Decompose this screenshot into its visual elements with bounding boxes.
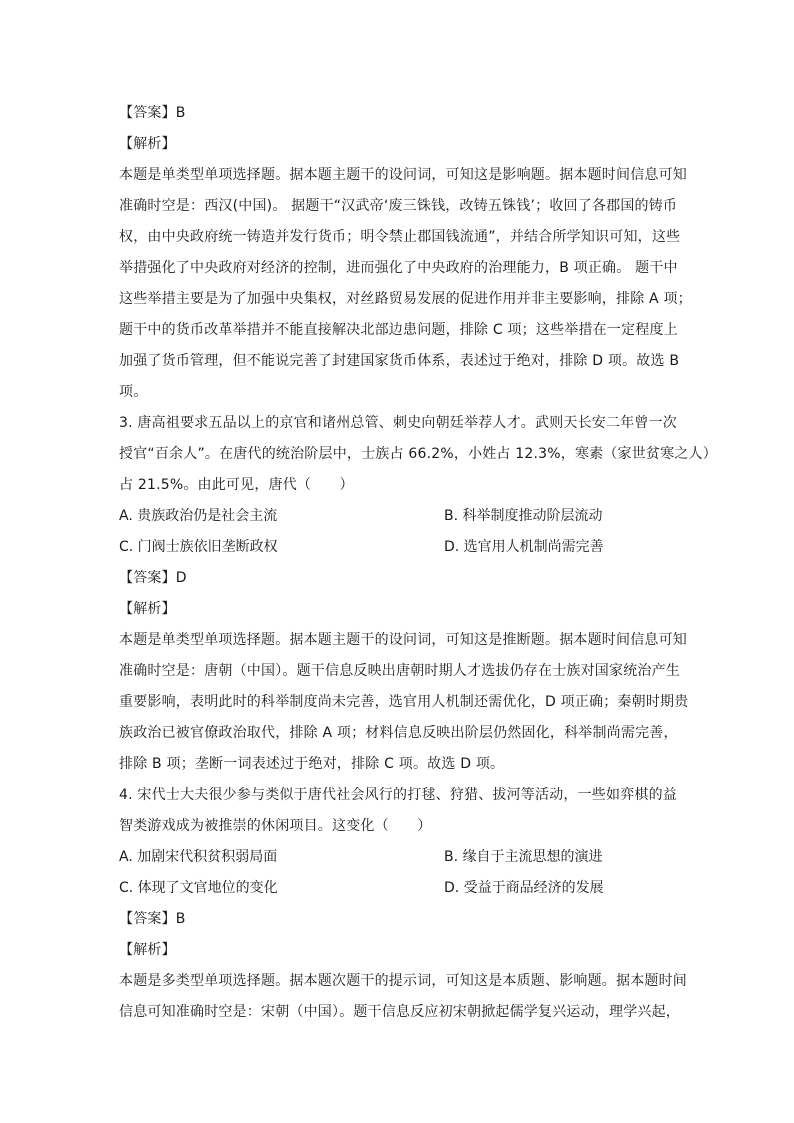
analysis-line: 本题是多类型单项选择题。据本题次题干的提示词，可知这是本质题、影响题。据本题时间 bbox=[119, 973, 687, 989]
question-4-stem: 智类游戏成为被推崇的休闲项目。这变化（ ） bbox=[119, 818, 432, 834]
analysis-label: 【解析】 bbox=[119, 136, 176, 152]
option-a: A. 加剧宋代积贫积弱局面 bbox=[119, 849, 278, 865]
option-b: B. 科举制度推动阶层流动 bbox=[444, 508, 603, 524]
analysis-line: 加强了货币管理，但不能说完善了封建国家货币体系，表述过于绝对，排除 D 项。故选 B bbox=[119, 353, 680, 369]
analysis-line: 举措强化了中央政府对经济的控制，进而强化了中央政府的治理能力，B 项正确。 题干中 bbox=[119, 260, 678, 276]
question-3-options-row-1 bbox=[119, 501, 679, 532]
option-c: C. 门阀士族依旧垄断政权 bbox=[119, 539, 278, 555]
option-b: B. 缘自于主流思想的演进 bbox=[444, 849, 603, 865]
analysis-line: 本题是单类型单项选择题。据本题主题干的设问词，可知这是影响题。据本题时间信息可知 bbox=[119, 167, 687, 183]
option-d: D. 选官用人机制尚需完善 bbox=[444, 539, 604, 555]
option-c: C. 体现了文官地位的变化 bbox=[119, 880, 278, 896]
analysis-line: 权，由中央政府统一铸造并发行货币；明令禁止郡国钱流通”，并结合所学知识可知，这些 bbox=[119, 229, 681, 245]
analysis-line: 项。 bbox=[119, 384, 148, 400]
question-4-options-row-2 bbox=[119, 873, 679, 904]
option-a: A. 贵族政治仍是社会主流 bbox=[119, 508, 278, 524]
question-4-stem: 4. 宋代士大夫很少参与类似于唐代社会风行的打毬、狩猎、拔河等活动，一些如弈棋的益 bbox=[119, 787, 678, 803]
question-3-stem: 授官“百余人”。在唐代的统治阶层中，士族占 66.2%，小姓占 12.3%，寒素（家世贫寒之人） bbox=[119, 446, 717, 462]
option-d: D. 受益于商品经济的发展 bbox=[444, 880, 604, 896]
answer-label: 【答案】B bbox=[119, 105, 186, 121]
question-3-stem: 占 21.5%。由此可见，唐代（ ） bbox=[119, 477, 354, 493]
question-3-stem: 3. 唐高祖要求五品以上的京官和诸州总管、刺史向朝廷举荐人才。武则天长安二年曾一次 bbox=[119, 415, 678, 431]
question-4-options-row-1 bbox=[119, 842, 679, 873]
answer-label: 【答案】B bbox=[119, 911, 186, 927]
analysis-line: 信息可知准确时空是：宋朝（中国）。题干信息反应初宋朝掀起儒学复兴运动，理学兴起， bbox=[119, 1004, 680, 1020]
question-3-options-row-2 bbox=[119, 532, 679, 563]
analysis-label: 【解析】 bbox=[119, 942, 176, 958]
analysis-line: 重要影响，表明此时的科举制度尚未完善，选官用人机制还需优化，D 项正确；秦朝时期贵 bbox=[119, 694, 689, 710]
analysis-label: 【解析】 bbox=[119, 601, 176, 617]
analysis-line: 准确时空是：西汉(中国)。 据题干“汉武帝‘废三铢钱，改铸五铢钱’；收回了各郡国的铸币 bbox=[119, 198, 678, 214]
document-page bbox=[119, 98, 717, 1028]
analysis-line: 这些举措主要是为了加强中央集权，对丝路贸易发展的促进作用并非主要影响，排除 A 项； bbox=[119, 291, 692, 307]
analysis-line: 本题是单类型单项选择题。据本题主题干的设问词，可知这是推断题。据本题时间信息可知 bbox=[119, 632, 687, 648]
analysis-line: 族政治已被官僚政治取代，排除 A 项；材料信息反映出阶层仍然固化，科举制尚需完善， bbox=[119, 725, 678, 741]
analysis-line: 题干中的货币改革举措并不能直接解决北部边患问题，排除 C 项；这些举措在一定程度上 bbox=[119, 322, 678, 338]
analysis-line: 排除 B 项；垄断一词表述过于绝对，排除 C 项。故选 D 项。 bbox=[119, 756, 505, 772]
answer-label: 【答案】D bbox=[119, 570, 187, 586]
analysis-line: 准确时空是：唐朝（中国）。题干信息反映出唐朝时期人才选拔仍存在士族对国家统治产生 bbox=[119, 663, 680, 679]
